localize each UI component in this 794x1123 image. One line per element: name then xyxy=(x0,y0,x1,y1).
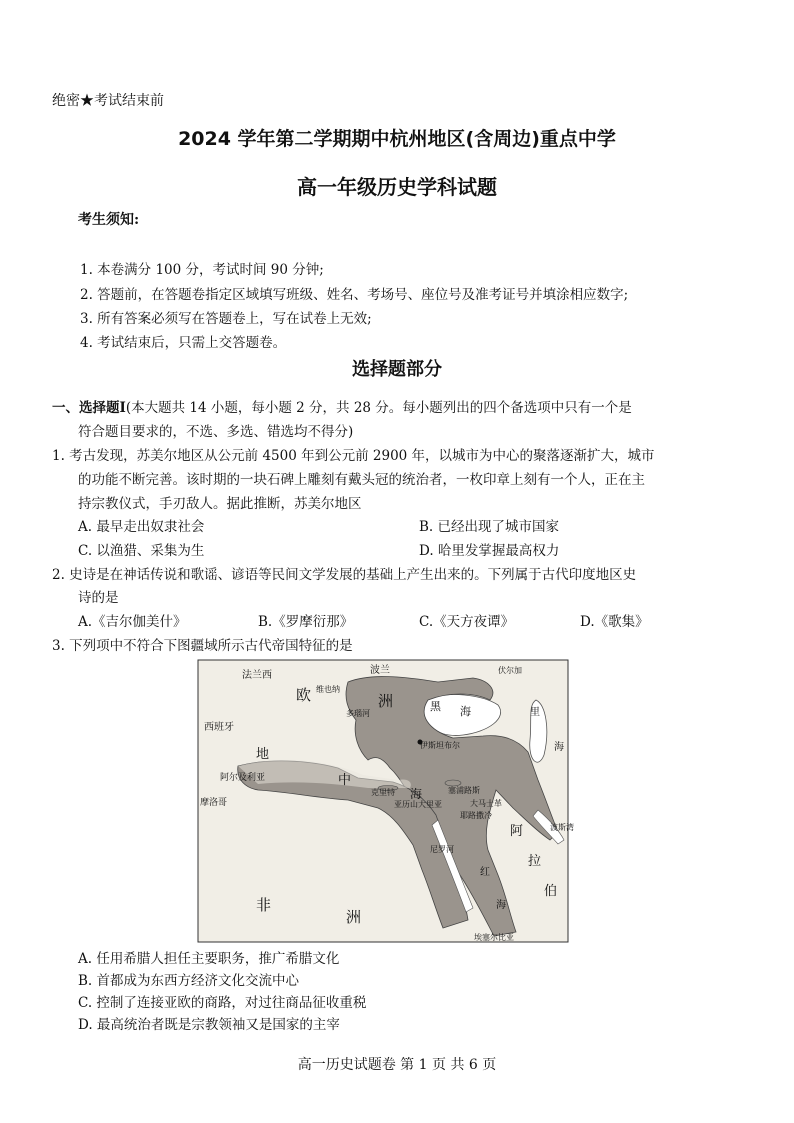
exam-title: 2024 学年第二学期期中杭州地区(含周边)重点中学 xyxy=(178,128,616,150)
map-label-black-sea-2: 海 xyxy=(460,705,471,718)
map-label-africa-2: 洲 xyxy=(346,908,362,926)
notice-item: 4. 考试结束后，只需上交答题卷。 xyxy=(80,335,287,351)
map-label-spain: 西班牙 xyxy=(204,722,234,733)
map-label-poland: 波兰 xyxy=(370,665,390,676)
map-label-danube: 多瑙河 xyxy=(346,709,370,718)
question-3-stem: 3. 下列项中不符合下图疆域所示古代帝国特征的是 xyxy=(52,638,353,654)
map-label-europe: 欧 xyxy=(296,686,312,704)
question-2-option-a: A.《吉尔伽美什》 xyxy=(78,614,187,630)
map-label-morocco: 摩洛哥 xyxy=(200,798,228,808)
question-1-option-c: C. 以渔猎、采集为生 xyxy=(78,543,205,559)
question-2-stem: 2. 史诗是在神话传说和歌谣、谚语等民间文学发展的基础上产生出来的。下列属于古代印度地区史 xyxy=(52,567,637,583)
question-3-option-b: B. 首都成为东西方经济文化交流中心 xyxy=(78,973,300,989)
question-2-option-b: B.《罗摩衍那》 xyxy=(258,614,354,630)
question-1-stem: 持宗教仪式，手刃敌人。据此推断，苏美尔地区 xyxy=(78,496,362,512)
part-heading xyxy=(52,396,632,416)
map-label-jerusalem: 耶路撒冷 xyxy=(460,811,492,820)
map-label-hai: 海 xyxy=(410,787,423,801)
question-1-stem: 1. 考古发现，苏美尔地区从公元前 4500 年到公元前 2900 年，以城市为中心的聚落逐渐扩大，城市 xyxy=(52,448,655,464)
map-label-france: 法兰西 xyxy=(242,670,272,681)
ottoman-empire-map xyxy=(198,660,574,942)
map-label-red-sea-2: 海 xyxy=(496,900,506,911)
question-1-option-d: D. 哈里发掌握最高权力 xyxy=(419,543,560,559)
part-description-cont: 符合题目要求的，不选、多选、错选均不得分) xyxy=(78,424,354,440)
question-3-option-a: A. 任用希腊人担任主要职务，推广希腊文化 xyxy=(78,951,340,967)
notice-item: 2. 答题前，在答题卷指定区域填写班级、姓名、考场号、座位号及准考证号并填涂相应数字; xyxy=(80,287,629,303)
page-footer: 高一历史试题卷 第 1 页 共 6 页 xyxy=(297,1057,497,1073)
section-title: 选择题部分 xyxy=(352,359,442,380)
question-2-option-c: C.《天方夜谭》 xyxy=(419,614,515,630)
question-1-stem: 的功能不断完善。该时期的一块石碑上雕刻有戴头冠的统治者，一枚印章上刻有一个人，正在主 xyxy=(78,472,645,488)
map-label-caspian: 里 xyxy=(530,707,540,718)
map-label-asia: 洲 xyxy=(378,692,394,710)
confidential-mark: 绝密★考试结束前 xyxy=(52,93,164,109)
map-label-ethiopia: 埃塞尔比亚 xyxy=(474,933,514,942)
map-label-arabia-3: 伯 xyxy=(544,884,558,899)
map-label-algeria: 阿尔及利亚 xyxy=(220,773,266,783)
map-label-nile: 尼罗河 xyxy=(430,845,454,854)
question-3-option-d: D. 最高统治者既是宗教领袖又是国家的主宰 xyxy=(78,1017,340,1033)
map-label-red-sea: 红 xyxy=(480,867,490,878)
notice-item: 1. 本卷满分 100 分，考试时间 90 分钟; xyxy=(80,262,324,278)
map-label-arabia-2: 拉 xyxy=(528,854,542,869)
map-label-zhong: 中 xyxy=(338,773,352,788)
question-3-option-c: C. 控制了连接亚欧的商路，对过往商品征收重税 xyxy=(78,995,367,1011)
map-label-black-sea: 黑 xyxy=(430,700,441,713)
map-label-istanbul: 伊斯坦布尔 xyxy=(420,741,460,750)
notice-item: 3. 所有答案必须写在答题卷上，写在试卷上无效; xyxy=(80,311,372,327)
map-label-vienna: 维也纳 xyxy=(316,685,340,694)
map-label-volga: 伏尔加 xyxy=(498,666,522,675)
map-label-africa: 非 xyxy=(256,896,272,914)
map-label-alexandria: 亚历山大里亚 xyxy=(394,800,442,809)
map-label-arabia: 阿 xyxy=(510,824,524,839)
question-2-option-d: D.《歌集》 xyxy=(580,614,649,630)
question-1-option-b: B. 已经出现了城市国家 xyxy=(419,519,560,535)
map-label-di: 地 xyxy=(256,747,270,762)
question-2-stem: 诗的是 xyxy=(78,590,119,606)
map-label-crete: 克里特 xyxy=(371,788,395,797)
part-description: (本大题共 14 小题，每小题 2 分，共 28 分。每小题列出的四个备选项中只有一个是 xyxy=(125,400,632,416)
part-label: 一、选择题Ⅰ xyxy=(52,400,126,416)
map-label-persian-gulf: 波斯湾 xyxy=(550,823,574,832)
notice-heading: 考生须知: xyxy=(78,212,140,228)
question-1-option-a: A. 最早走出奴隶社会 xyxy=(78,519,205,535)
exam-subtitle: 高一年级历史学科试题 xyxy=(297,175,497,199)
map-label-cyprus: 塞浦路斯 xyxy=(448,786,480,795)
map-label-damascus: 大马士革 xyxy=(470,799,502,808)
map-label-caspian-2: 海 xyxy=(554,742,564,753)
